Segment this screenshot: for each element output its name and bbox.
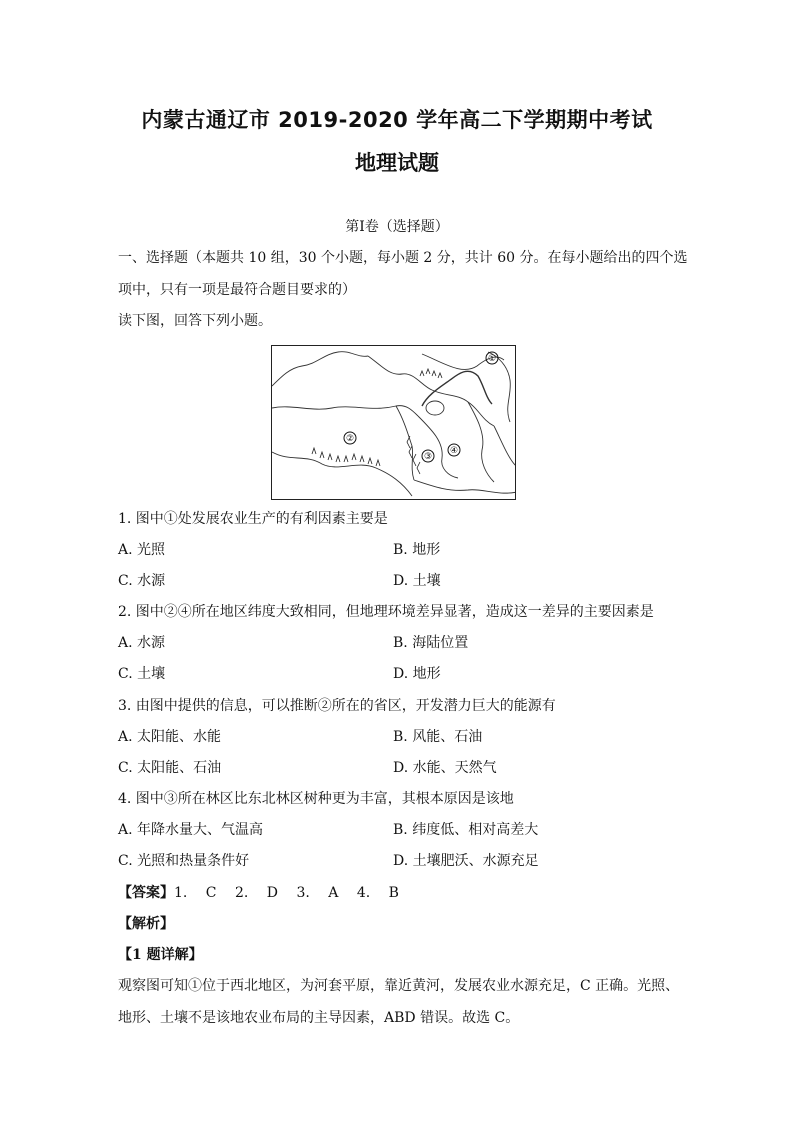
map-label-4: ④ bbox=[450, 446, 459, 456]
question-4-option-b: B. 纬度低、相对高差大 bbox=[393, 822, 539, 838]
instruction-line-1: 一、选择题（本题共 10 组，30 个小题，每小题 2 分，共计 60 分。在每小题给出的四个选 bbox=[118, 250, 688, 266]
map-label-2: ② bbox=[346, 434, 355, 444]
question-4-stem: 4. 图中③所在林区比东北林区树种更为丰富，其根本原因是该地 bbox=[118, 791, 514, 807]
question-2-stem: 2. 图中②④所在地区纬度大致相同，但地理环境差异显著，造成这一差异的主要因素是 bbox=[118, 604, 654, 620]
map-svg bbox=[272, 346, 516, 500]
question-3-stem: 3. 由图中提供的信息，可以推断②所在的省区，开发潜力巨大的能源有 bbox=[118, 698, 556, 714]
question-1-stem: 1. 图中①处发展农业生产的有利因素主要是 bbox=[118, 511, 388, 527]
question-1-option-d: D. 土壤 bbox=[393, 573, 441, 589]
page-title: 内蒙古通辽市 2019-2020 学年高二下学期期中考试 bbox=[141, 108, 653, 132]
question-3-option-b: B. 风能、石油 bbox=[393, 729, 483, 745]
instruction-line-2: 项中，只有一项是最符合题目要求的） bbox=[118, 282, 356, 298]
question-4-option-c: C. 光照和热量条件好 bbox=[118, 853, 250, 869]
analysis-line-2: 地形、土壤不是该地农业布局的主导因素，ABD 错误。故选 C。 bbox=[118, 1010, 520, 1026]
detail-label: 【1 题详解】 bbox=[118, 947, 203, 963]
yellow-river bbox=[422, 371, 492, 406]
question-2-option-b: B. 海陆位置 bbox=[393, 635, 469, 651]
boundary-line bbox=[272, 452, 412, 496]
boundary-line bbox=[468, 402, 494, 482]
boundary-line bbox=[494, 426, 516, 466]
answer-line bbox=[118, 883, 399, 903]
boundary-line bbox=[432, 390, 494, 426]
question-3-option-c: C. 太阳能、石油 bbox=[118, 760, 222, 776]
question-2-option-a: A. 水源 bbox=[118, 635, 166, 651]
map-label-1: ① bbox=[488, 354, 497, 364]
map-label-3: ③ bbox=[424, 452, 433, 462]
question-4-option-a: A. 年降水量大、气温高 bbox=[118, 822, 264, 838]
boundary-line bbox=[396, 406, 414, 480]
boundary-line bbox=[272, 352, 368, 386]
answer-label: 【答案】 bbox=[118, 885, 174, 901]
question-2-option-c: C. 土壤 bbox=[118, 666, 166, 682]
question-1-option-a: A. 光照 bbox=[118, 542, 166, 558]
question-1-option-c: C. 水源 bbox=[118, 573, 166, 589]
lake bbox=[426, 401, 444, 415]
analysis-line-1: 观察图可知①位于西北地区，为河套平原，靠近黄河，发展农业水源充足，C 正确。光照、 bbox=[118, 978, 680, 994]
question-1-option-b: B. 地形 bbox=[393, 542, 441, 558]
part-heading: 第Ⅰ卷（选择题） bbox=[345, 219, 449, 235]
reading-prompt: 读下图，回答下列小题。 bbox=[118, 313, 272, 329]
map-figure bbox=[271, 345, 516, 500]
answer-text: 1. C 2. D 3. A 4. B bbox=[174, 885, 399, 901]
page-subtitle: 地理试题 bbox=[355, 151, 439, 175]
boundary-line bbox=[272, 406, 418, 416]
boundary-line bbox=[414, 480, 516, 493]
question-2-option-d: D. 地形 bbox=[393, 666, 441, 682]
analysis-label: 【解析】 bbox=[118, 916, 174, 932]
question-3-option-d: D. 水能、天然气 bbox=[393, 760, 497, 776]
question-3-option-a: A. 太阳能、水能 bbox=[118, 729, 222, 745]
question-4-option-d: D. 土壤肥沃、水源充足 bbox=[393, 853, 539, 869]
